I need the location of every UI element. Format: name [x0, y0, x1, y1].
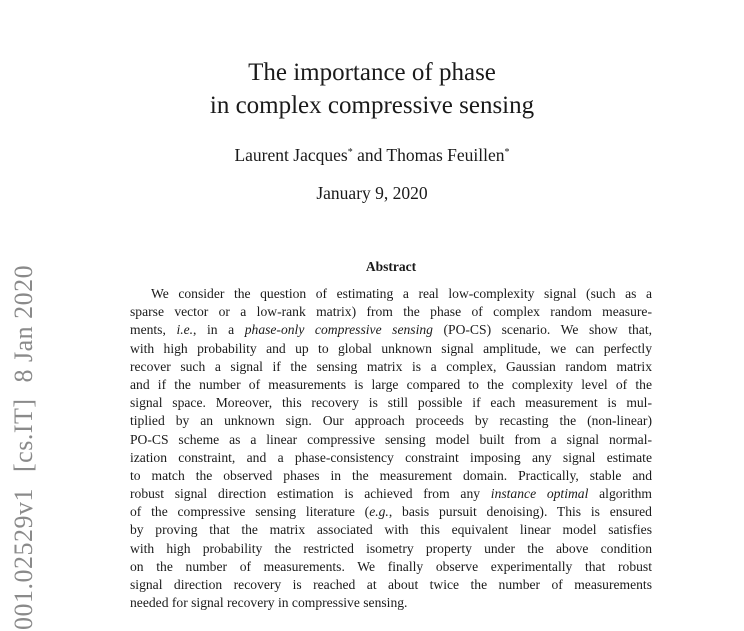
abstract-line: of the compressive sensing literature (e.g., basis pursuit denoising). This is ensured	[130, 504, 652, 520]
paper-title	[0, 56, 744, 122]
abstract-line: on the number of measurements. We finally observe experimentally that robust	[130, 558, 652, 574]
arxiv-category: [cs.IT]	[9, 398, 38, 472]
abstract-line: by proving that the matrix associated with this equivalent linear model satisfies	[130, 522, 652, 538]
abstract-heading: Abstract	[365, 259, 417, 274]
author-list	[0, 145, 744, 166]
abstract-line: to match the observed phases in the measurement domain. Practically, stable and	[130, 467, 652, 483]
author-affiliation-mark: *	[347, 147, 353, 158]
title-line-1: The importance of phase	[248, 59, 496, 86]
abstract-line: sparse vector or a low-rank matrix) from the phase of complex random measure-	[130, 304, 652, 320]
abstract-line: robust signal direction estimation is achieved from any instance optimal algorithm	[130, 486, 652, 502]
abstract-line: We consider the question of estimating a real low-complexity signal (such as a	[151, 286, 652, 301]
abstract-line: ization constraint, and a phase-consistency constraint imposing any signal estimate	[130, 449, 652, 465]
title-line-2: in complex compressive sensing	[209, 92, 535, 119]
abstract-body	[130, 285, 652, 612]
abstract-line: signal direction recovery is reached at about twice the number of measurements	[130, 577, 652, 592]
paper-date: January 9, 2020	[316, 183, 428, 203]
abstract-line: with high probability and up to global unknown signal amplitude, we can perfectly	[130, 340, 652, 356]
author-name: Thomas Feuillen	[386, 145, 505, 165]
abstract-line: needed for signal recovery in compressive sensing.	[130, 595, 408, 611]
abstract-line: PO-CS scheme as a linear compressive sensing model built from a signal normal-	[130, 431, 652, 447]
author-name: Laurent Jacques	[234, 145, 348, 165]
abstract-line: and if the number of measurements is large compared to the complexity level of the	[130, 376, 652, 392]
author-conjunction: and	[357, 145, 383, 165]
author-affiliation-mark: *	[504, 147, 510, 158]
arxiv-date: 8 Jan 2020	[9, 264, 38, 383]
abstract-line: ments, i.e., in a phase-only compressive sensing (PO-CS) scenario. We show that,	[130, 322, 653, 338]
abstract-line: signal space. Moreover, this recovery is still possible if each measurement is mul-	[130, 395, 652, 411]
abstract-line: recover such a signal if the sensing matrix is a complex, Gaussian random matrix	[130, 358, 652, 374]
arxiv-id: 001.02529v1	[9, 488, 38, 630]
abstract-line: tiplied by an unknown sign. Our approach proceeds by recasting the (non-linear)	[130, 413, 652, 429]
abstract-line: with high probability the restricted isometry property under the above condition	[130, 540, 652, 556]
